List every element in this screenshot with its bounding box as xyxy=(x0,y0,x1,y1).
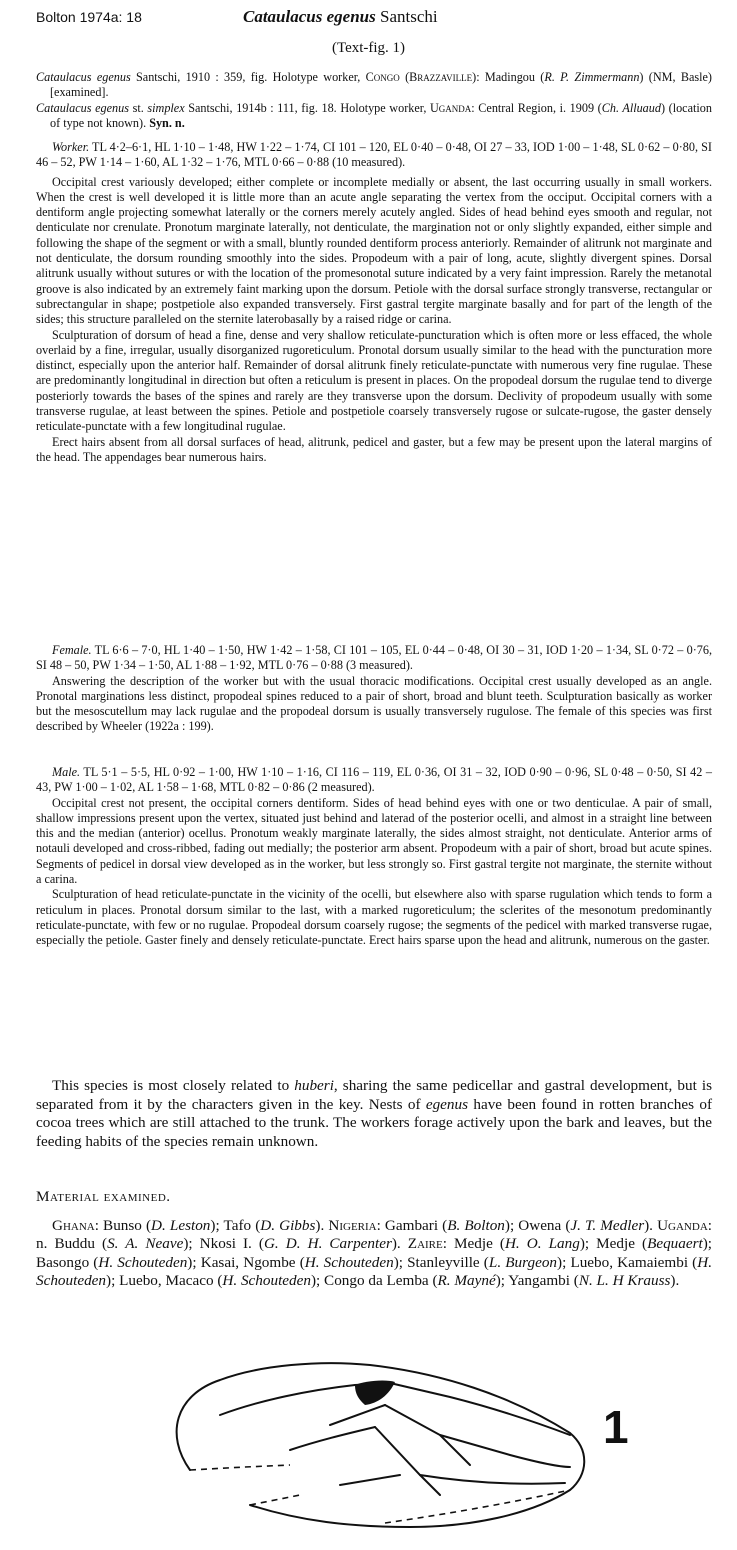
synonymy-text: st. xyxy=(128,100,148,115)
collector: S. A. Neave xyxy=(107,1235,184,1253)
country: Nigeria xyxy=(328,1216,377,1234)
material-text: ); Luebo, Kamaiembi ( xyxy=(557,1253,698,1271)
material-text: ); Congo da Lemba ( xyxy=(310,1272,438,1290)
collector: H. Schouteden xyxy=(222,1272,311,1290)
female-description: Answering the description of the worker but with the usual thoracic modifications. Occipital crest usually developed as an angle. Pronotal marginations less distinct, propodeal spines reduced to a pair of short, broad and blunt teeth. Sculpturation basically as worker but the mesoscutellum may lack rugulae and the propodeal dorsum is usually transversely rugulose. The female of this species was first described by Wheeler (1922a : 199). xyxy=(36,673,712,734)
subspecies-name: simplex xyxy=(147,100,185,115)
pterostigma xyxy=(355,1381,395,1405)
collector: H. Schouteden xyxy=(304,1253,394,1271)
material-text: ); Luebo, Macaco ( xyxy=(106,1272,223,1290)
material-text: ). xyxy=(315,1216,329,1234)
worker-sculpture: Sculpturation of dorsum of head a fine, dense and very shallow reticulate-puncturation which is often more or less effaced, the whole overlaid by a fine, irregular, usually disorganized rugoreticulum. Pronotal dorsum usually similar to the head with the puncturation more distinct, especially upon the anterior half. Remainder of dorsal alitrunk finely reticulate-punctate with numerous very fine rugulae. These are predominantly longitudinal in direction but often a reticulum is present in places. On the propodeal dorsum the rugulae tend to diverge posteriorly towards the bases of the spines and rarely are they transverse upon the dorsum. Declivity of propodeum usually with some transverse rugulae, at least between the spines. Petiole and postpetiole coarsely transversely rugose or sulcate-rugose, the gaster densely reticulate-punctate with a few longitudinal rugulae. xyxy=(36,327,712,434)
material-text: : Bunso ( xyxy=(94,1216,152,1234)
worker-measurements xyxy=(36,140,712,171)
locality: Congo (Brazzaville) xyxy=(365,70,477,84)
collector: B. Bolton xyxy=(447,1216,505,1234)
material-text: ); Basongo ( xyxy=(36,1235,713,1271)
material-heading: Material examined. xyxy=(36,1188,171,1205)
collector: D. Leston xyxy=(151,1216,211,1234)
country: Zaire xyxy=(407,1235,443,1253)
male-description: Occipital crest not present, the occipital corners dentiform. Sides of head behind eyes with one or two denticulae. A pair of small, shallow impressions present upon the vertex, situated just behind and laterad of the posterior ocelli, and almost in a straight line between this and the median (anterior) ocellus. Pronotum weakly marginate laterally, the sides almost straight, not denticulate. Anterior arms of notauli developed and cross-ribbed, fading out medially; the posterior arm absent. Propodeum with a pair of short, broad but acute spines. Segments of pedicel in dorsal view developed as in the worker, but less strongly so. First gastral tergite not marginate, the sternite without a carina. xyxy=(36,795,712,887)
collector: Ch. Alluaud xyxy=(601,100,661,115)
synonymy-status: Syn. n. xyxy=(149,115,185,130)
material-section xyxy=(36,1188,712,1291)
figure-number: 1 xyxy=(603,1401,629,1453)
discussion-paragraph xyxy=(36,1077,712,1151)
material-list xyxy=(36,1217,712,1291)
discussion-text: , sharing the same pedicellar and gastral development, but is separated from it by the characters given in the key. Nests of xyxy=(36,1077,713,1113)
material-text: ). xyxy=(391,1235,408,1253)
measurement-text: TL 6·6 – 7·0, HL 1·40 – 1·50, HW 1·42 – 1·58, CI 101 – 105, EL 0·44 – 0·48, OI 30 – 31, IOD 1·20 – 1·34, SL 0·72 – 0·76, SI 48 – 50, PW 1·34 – 1·50, AL 1·88 – 1·92, MTL 0·76 – 0·88 (3 measured). xyxy=(36,643,712,673)
collector: H. Schouteden xyxy=(98,1253,188,1271)
species-title xyxy=(243,7,438,27)
caste-label: Male. xyxy=(52,765,81,779)
synonymy-text: : Madingou ( xyxy=(476,70,545,84)
discussion-section xyxy=(36,1077,712,1151)
female-measurements xyxy=(36,643,712,674)
species-name: Cataulacus egenus xyxy=(243,7,376,26)
synonymy-text: : Central Region, i. 1909 ( xyxy=(471,100,602,115)
material-text: : Medje ( xyxy=(442,1235,505,1253)
collector: R. Mayné xyxy=(437,1272,496,1290)
collector: H. Schouteden xyxy=(36,1253,713,1290)
material-text: : Gambari ( xyxy=(376,1216,448,1234)
synonymy-entry xyxy=(36,70,712,101)
species-author: Santschi xyxy=(379,7,438,26)
synonymy-text: ) (location of type not known). xyxy=(50,100,712,130)
worker-description: Occipital crest variously developed; either complete or incomplete medially or absent, the last occurring usually in small workers. When the crest is well developed it is little more than an acute angle separating the vertex from the occiput. Occipital corners with a dentiform angle projecting somewhat laterally or the corners merely acutely angled. Sides of head behind eyes smooth and regular, not denticulate nor crenulate. Pronotum marginate laterally, not denticulate, the margination not or only slightly expanded, either simple and following the shape of the segment or with a small, bluntly rounded dentiform process anteriorly. Remainder of alitrunk not marginate and not denticulate, the dorsum rounding smoothly into the sides. Propodeum with a pair of long, acute, slightly divergent spines. Dorsal alitrunk usually without sutures or with the location of the promesonotal suture indicated by a very faint impression. Rarely the metanotal groove is also indicated by an extremely faint marking upon the dorsum. Petiole with the dorsal surface strongly transverse, rectangular or subrectangular in shape; postpetiole also expanded transversely. First gastral tergite marginate basally and for part of the length of the sides; this structure paralleled on the sternite laterobasally by a raised ridge or carina. xyxy=(36,174,712,327)
collector: H. O. Lang xyxy=(504,1235,580,1253)
related-species: huberi xyxy=(294,1077,334,1094)
male-section xyxy=(36,765,712,949)
collector: R. P. Zimmermann xyxy=(544,70,640,84)
taxon-name: Cataulacus egenus xyxy=(36,100,129,115)
synonymy-entry xyxy=(36,101,712,132)
synonymy-text: Santschi, 1914b : 111, fig. 18. Holotype worker, xyxy=(184,100,430,115)
male-measurements xyxy=(36,765,712,796)
collector: L. Burgeon xyxy=(488,1253,558,1271)
male-sculpture: Sculpturation of head reticulate-punctate in the vicinity of the ocelli, but elsewhere also with sparse rugulation which tends to form a reticulum in places. Pronotal dorsum similar to the last, with a marked rugoreticulum; the sclerites of the mesonotum predominantly reticulate-punctate, with few or no rugulae. Propodeal dorsum coarsely rugose; the segments of the pedicel with marked transverse rugae, especially the petiole. Gaster finely and densely reticulate-punctate. Erect hairs sparse upon the head and alitrunk, numerous on the gaster. xyxy=(36,887,712,948)
worker-section xyxy=(36,140,712,465)
discussion-text: have been found in rotten branches of cocoa trees which are still attached to the trunk. The workers forage actively upon the bark and leaves, but the feeding habits of the species remain unknown. xyxy=(36,1095,712,1150)
caste-label: Worker. xyxy=(52,140,90,154)
material-text: ); Kasai, Ngombe ( xyxy=(187,1253,305,1271)
wing-venation-figure xyxy=(150,1355,620,1535)
material-text: : n. Buddu ( xyxy=(36,1216,712,1253)
material-text: ); Yangambi ( xyxy=(495,1272,579,1290)
synonymy-text: ) (NM, Basle) [examined]. xyxy=(50,70,712,100)
synonymy-block xyxy=(36,70,712,131)
discussion-text: This species is most closely related to xyxy=(52,1077,295,1094)
collector: N. L. H Krauss xyxy=(578,1272,671,1290)
worker-pilosity: Erect hairs absent from all dorsal surfaces of head, alitrunk, pedicel and gaster, but a few may be present upon the lateral margins of the head. The appendages bear numerous hairs. xyxy=(36,434,712,464)
country: Ghana xyxy=(52,1216,95,1234)
material-text: ). xyxy=(644,1216,658,1234)
female-section xyxy=(36,643,712,735)
taxon-name: Cataulacus egenus xyxy=(36,70,131,84)
collector: Bequaert xyxy=(647,1235,703,1253)
material-text: ); Tafo ( xyxy=(210,1216,261,1234)
species-epithet: egenus xyxy=(425,1095,469,1113)
material-text: ); Nkosi I. ( xyxy=(183,1235,264,1253)
material-text: ); Stanleyville ( xyxy=(393,1253,489,1271)
measurement-text: TL 5·1 – 5·5, HL 0·92 – 1·00, HW 1·10 – 1·16, CI 116 – 119, EL 0·36, OI 31 – 32, IOD 0·90 – 0·96, SL 0·48 – 0·50, SI 42 – 43, PW 1·00 – 1·02, AL 1·58 – 1·68, MTL 0·82 – 0·86 (2 measured). xyxy=(36,765,712,795)
citation-header: Bolton 1974a: 18 xyxy=(36,9,142,25)
caste-label: Female. xyxy=(52,643,92,657)
collector: J. T. Medler xyxy=(570,1216,645,1234)
measurement-text: TL 4·2–6·1, HL 1·10 – 1·48, HW 1·22 – 1·74, CI 101 – 120, EL 0·40 – 0·48, OI 27 – 33, IOD 1·00 – 1·48, SL 0·62 – 0·80, SI 46 – 52, PW 1·14 – 1·60, AL 1·32 – 1·76, MTL 0·66 – 0·88 (10 measured). xyxy=(36,140,712,170)
synonymy-text: Santschi, 1910 : 359, fig. Holotype worker, xyxy=(130,70,366,84)
material-text: ); Owena ( xyxy=(504,1216,571,1234)
collector: D. Gibbs xyxy=(260,1216,316,1234)
collector: G. D. H. Carpenter xyxy=(263,1235,392,1253)
country: Uganda xyxy=(657,1216,708,1234)
material-text: ). xyxy=(670,1272,680,1290)
material-text: ); Medje ( xyxy=(579,1235,648,1253)
locality: Uganda xyxy=(429,100,472,115)
figure-reference: (Text-fig. 1) xyxy=(331,40,406,56)
